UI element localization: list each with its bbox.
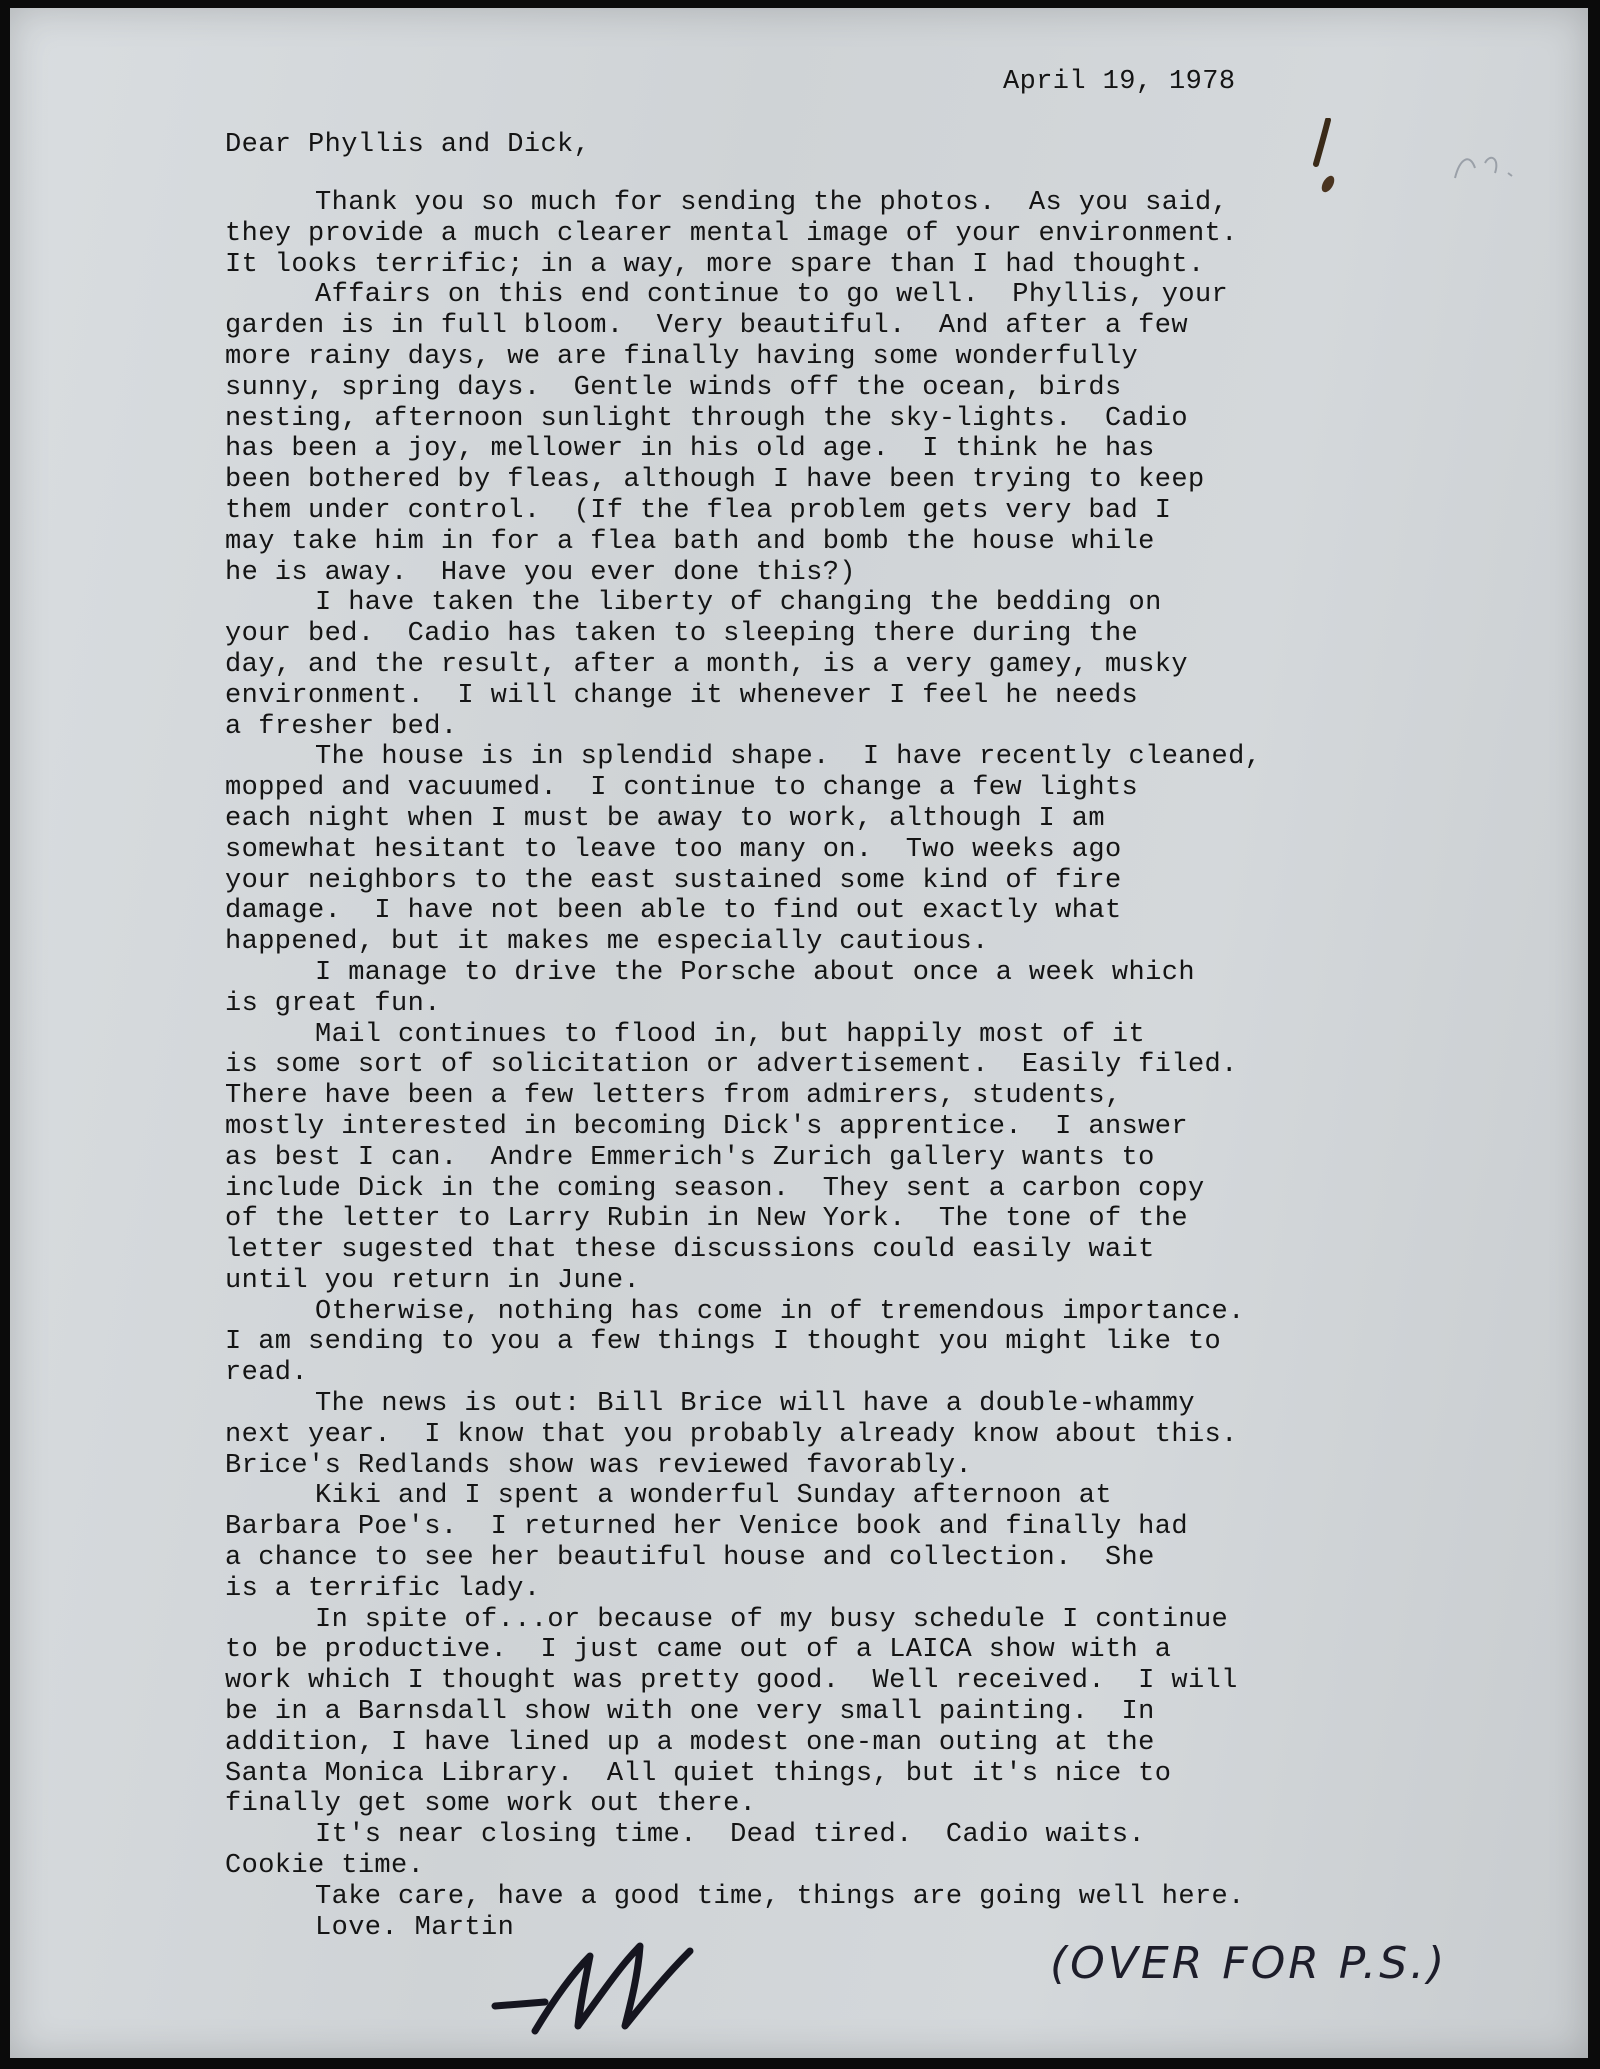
ps-note: (OVER FOR P.S.): [1050, 1938, 1448, 1989]
letter-line: more rainy days, we are finally having some wonderfully: [225, 341, 1139, 372]
letter-line: Barbara Poe's. I returned her Venice book and finally had: [225, 1512, 1188, 1543]
letter-line: damage. I have not been able to find out exactly what: [225, 896, 1122, 927]
letter-line: nesting, afternoon sunlight through the sky-lights. Cadio: [225, 403, 1188, 434]
letter-line: I manage to drive the Porsche about once a week which: [315, 957, 1195, 988]
signature: [490, 1926, 750, 2046]
letter-line: somewhat hesitant to leave too many on. Two weeks ago: [225, 834, 1122, 865]
letter-line: is a terrific lady.: [225, 1573, 541, 1604]
letter-line: Take care, have a good time, things are going well here.: [315, 1881, 1245, 1912]
letter-line: read.: [225, 1358, 309, 1389]
letter-line: Otherwise, nothing has come in of tremendous importance.: [315, 1296, 1245, 1327]
letter-line: as best I can. Andre Emmerich's Zurich gallery wants to: [225, 1142, 1155, 1173]
letter-line: a chance to see her beautiful house and collection. She: [225, 1543, 1155, 1574]
ink-stain: [1300, 118, 1350, 198]
letter-line: until you return in June.: [225, 1265, 641, 1296]
letter-line: your neighbors to the east sustained some kind of fire: [225, 865, 1122, 896]
letter-line: include Dick in the coming season. They sent a carbon copy: [225, 1173, 1205, 1204]
letter-line: happened, but it makes me especially cautious.: [225, 927, 989, 958]
letter-line: The news is out: Bill Brice will have a double-whammy: [315, 1389, 1195, 1420]
letter-line: is great fun.: [225, 988, 441, 1019]
letter-line: been bothered by fleas, although I have been trying to keep: [225, 465, 1205, 496]
letter-line: they provide a much clearer mental image of your environment.: [225, 218, 1238, 249]
letter-line: letter sugested that these discussions could easily wait: [225, 1235, 1155, 1266]
letter-line: may take him in for a flea bath and bomb the house while: [225, 526, 1155, 557]
salutation: Dear Phyllis and Dick,: [225, 130, 591, 160]
letter-line: your bed. Cadio has taken to sleeping there during the: [225, 619, 1139, 650]
letter-line: work which I thought was pretty good. Well received. I will: [225, 1666, 1238, 1697]
letter-line: Mail continues to flood in, but happily most of it: [315, 1019, 1146, 1050]
letter-line: to be productive. I just came out of a LAICA show with a: [225, 1635, 1172, 1666]
letter-line: In spite of...or because of my busy schedule I continue: [315, 1604, 1229, 1635]
letter-line: each night when I must be away to work, although I am: [225, 803, 1105, 834]
letter-line: Love. Martin: [315, 1912, 515, 1943]
letter-line: sunny, spring days. Gentle winds off the ocean, birds: [225, 372, 1122, 403]
letter-line: Cookie time.: [225, 1851, 425, 1882]
letter-line: It looks terrific; in a way, more spare than I had thought.: [225, 249, 1205, 280]
letter-line: be in a Barnsdall show with one very small painting. In: [225, 1697, 1155, 1728]
letter-line: It's near closing time. Dead tired. Cadio waits.: [315, 1820, 1146, 1851]
letter-line: There have been a few letters from admirers, students,: [225, 1081, 1122, 1112]
letter-line: day, and the result, after a month, is a very gamey, musky: [225, 649, 1188, 680]
letter-line: next year. I know that you probably already know about this.: [225, 1419, 1238, 1450]
letter-line: Santa Monica Library. All quiet things, but it's nice to: [225, 1758, 1172, 1789]
letter-line: finally get some work out there.: [225, 1789, 757, 1820]
letter-line: Brice's Redlands show was reviewed favorably.: [225, 1450, 973, 1481]
letter-line: them under control. (If the flea problem gets very bad I: [225, 495, 1172, 526]
letter-line: garden is in full bloom. Very beautiful. And after a few: [225, 311, 1188, 342]
faint-pencil-mark: [1450, 138, 1530, 198]
letter-line: a fresher bed.: [225, 711, 458, 742]
letter-line: The house is in splendid shape. I have recently cleaned,: [315, 742, 1262, 773]
letter-line: environment. I will change it whenever I feel he needs: [225, 680, 1139, 711]
letter-line: is some sort of solicitation or advertisement. Easily filed.: [225, 1050, 1238, 1081]
letter-line: I am sending to you a few things I thought you might like to: [225, 1327, 1222, 1358]
letter-line: Kiki and I spent a wonderful Sunday afternoon at: [315, 1481, 1112, 1512]
letter-line: he is away. Have you ever done this?): [225, 557, 856, 588]
letter-line: addition, I have lined up a modest one-man outing at the: [225, 1727, 1155, 1758]
letter-body: [225, 188, 1261, 1943]
letter-line: of the letter to Larry Rubin in New York. The tone of the: [225, 1204, 1188, 1235]
letter-line: mostly interested in becoming Dick's apprentice. I answer: [225, 1111, 1188, 1142]
letter-line: Thank you so much for sending the photos. As you said,: [315, 188, 1229, 218]
letter-page: [10, 8, 1588, 2058]
letter-line: mopped and vacuumed. I continue to change a few lights: [225, 773, 1139, 804]
letter-line: I have taken the liberty of changing the bedding on: [315, 588, 1162, 619]
letter-date: April 19, 1978: [1003, 67, 1236, 97]
letter-line: has been a joy, mellower in his old age. I think he has: [225, 434, 1155, 465]
letter-line: Affairs on this end continue to go well. Phyllis, your: [315, 280, 1229, 311]
